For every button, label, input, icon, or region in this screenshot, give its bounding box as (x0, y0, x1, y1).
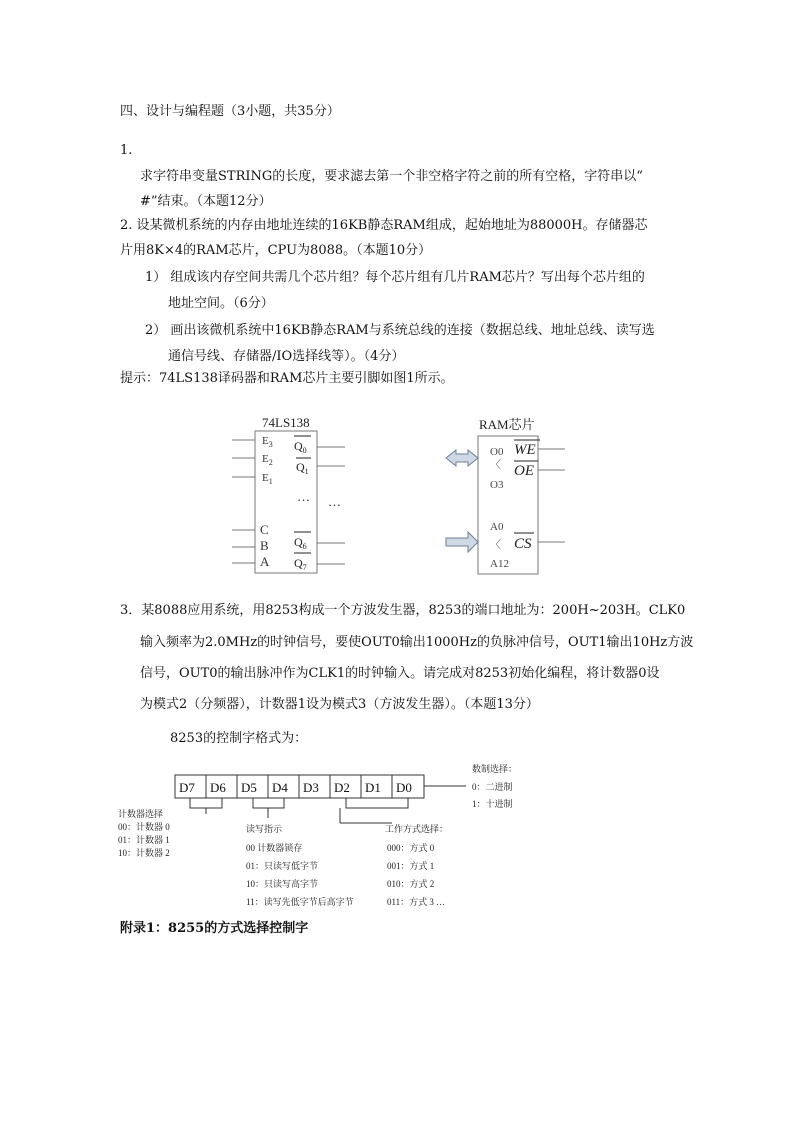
decoder-in-e2: $E_2$ (262, 453, 273, 467)
ram-addr-top: A0 (490, 521, 504, 533)
ram-pin-oe: OE (514, 463, 534, 479)
q2-sub2-line1: 2） 画出该微机系统中16KB静态RAM与系统总线的连接（数据总线、地址总线、读写选 (145, 323, 655, 338)
q2-sub1-line2: 地址空间。（6分） (168, 296, 274, 311)
ram-box (478, 436, 538, 574)
ram-title: RAM芯片 (479, 417, 535, 432)
address-bus-arrow-icon (446, 532, 478, 552)
counter-select-title: 计数器选择 (118, 809, 164, 819)
mode-000: 000：方式 0 (387, 843, 435, 853)
q2-sub2-line2: 通信号线、存储器/IO选择线等）。（4分） (168, 349, 405, 364)
decoder-box (255, 431, 317, 573)
bit-d2: D2 (334, 780, 350, 795)
bit-d4: D4 (272, 780, 288, 795)
bit-d6: D6 (210, 780, 226, 795)
decoder-in-e1: $E_1$ (262, 472, 273, 486)
q2-line1: 2. 设某微机系统的内存由地址连续的16KB静态RAM组成，起始地址为88000H。存储器芯 (120, 218, 648, 233)
decoder-in-b: B (260, 538, 269, 553)
q3-line4: 为模式2（分频器），计数器1设为模式3（方波发生器）。（本题13分） (140, 697, 539, 712)
ram-data-top: O0 (490, 446, 504, 458)
q1-number: 1. (120, 143, 133, 158)
rw-01: 01：只读写低字节 (246, 861, 319, 871)
bit-d7: D7 (179, 780, 195, 795)
rw-10: 10：只读写高字节 (246, 879, 319, 889)
appendix-title: 附录1：8255的方式选择控制字 (120, 921, 309, 936)
radix-1: 1：十进制 (472, 799, 513, 809)
decoder-dots: … (297, 489, 310, 504)
q2-hint: 提示：74LS138译码器和RAM芯片主要引脚如图1所示。 (120, 371, 454, 386)
q2-line2: 片用8K×4的RAM芯片，CPU为8088。（本题10分） (120, 243, 432, 258)
bit-d0: D0 (396, 780, 412, 795)
decoder-in-a: A (260, 554, 270, 569)
rw-00: 00 计数器锁存 (246, 843, 303, 853)
radix-title: 数制选择： (472, 764, 518, 774)
mode-010: 010：方式 2 (387, 879, 435, 889)
mode-title: 工作方式选择： (385, 824, 449, 834)
decoder-out-q6: $Q_6$ (294, 535, 307, 551)
decoder-out-q1: $Q_1$ (296, 460, 309, 476)
decoder-title: 74LS138 (262, 415, 310, 430)
data-bus-arrow-icon (446, 450, 478, 466)
q3-line1: 3．某8088应用系统，用8253构成一个方波发生器，8253的端口地址为：200H~203H。CLK0 (120, 603, 686, 618)
counter-select-10: 10：计数器 2 (118, 848, 170, 858)
q1-line2: #”结束。（本题12分） (140, 194, 272, 209)
decoder-out-q7: $Q_7$ (294, 556, 307, 572)
counter-select-01: 01：计数器 1 (118, 835, 170, 845)
ram-pin-we: WE (514, 442, 536, 458)
ram-range-mark-1: 〈 (490, 459, 501, 471)
q3-ctrl-title: 8253的控制字格式为： (170, 731, 308, 746)
bit-d1: D1 (365, 780, 381, 795)
q3-line2: 输入频率为2.0MHz的时钟信号，要使OUT0输出1000Hz的负脉冲信号，OUT1输出10Hz方波 (140, 635, 694, 650)
decoder-in-e3: $E_3$ (262, 435, 273, 449)
ram-range-mark-2: 〈 (490, 539, 501, 551)
q2-sub1-line1: 1） 组成该内存空间共需几个芯片组？每个芯片组有几片RAM芯片？写出每个芯片组的 (145, 270, 645, 285)
ram-pin-cs: CS (514, 536, 532, 552)
counter-select-00: 00：计数器 0 (118, 822, 170, 832)
q3-line3: 信号，OUT0的输出脉冲作为CLK1的时钟输入。请完成对8253初始化编程，将计数器0设 (140, 666, 660, 681)
rw-title: 读写指示 (246, 824, 283, 834)
mode-011: 011：方式 3 … (387, 897, 446, 907)
decoder-out-q0: $Q_0$ (294, 439, 307, 455)
mode-001: 001：方式 1 (387, 861, 435, 871)
decoder-dots-right: … (328, 494, 341, 509)
ram-data-bottom: O3 (490, 479, 504, 491)
bit-d5: D5 (241, 780, 257, 795)
radix-0: 0：二进制 (472, 782, 513, 792)
rw-11: 11：读写先低字节后高字节 (246, 897, 354, 907)
section-heading: 四、设计与编程题（3小题，共35分） (120, 104, 340, 119)
bit-d3: D3 (303, 780, 319, 795)
ram-addr-bottom: A12 (490, 558, 509, 570)
decoder-in-c: C (260, 522, 269, 537)
q1-line1: 求字符串变量STRING的长度，要求滤去第一个非空格字符之前的所有空格，字符串以“ (140, 169, 643, 184)
